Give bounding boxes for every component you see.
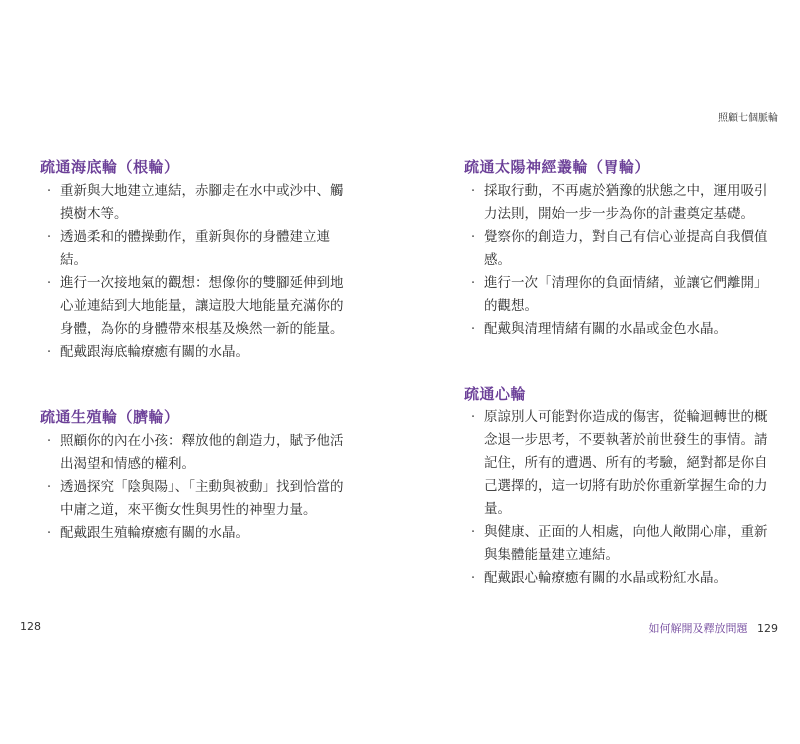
bullet-dot-icon: ·: [46, 479, 52, 495]
section-title-sacral-chakra: 疏通生殖輪（臍輪）: [40, 408, 180, 426]
section-title-heart-chakra: 疏通心輪: [464, 385, 527, 403]
bullet-list-root-chakra: [40, 180, 350, 364]
bullet-item: [40, 476, 350, 522]
bullet-text: 配戴與清理情緒有關的水晶或金色水晶。: [484, 321, 727, 337]
bullet-dot-icon: ·: [470, 409, 476, 425]
section-title-solar-plexus-chakra: 疏通太陽神經叢輪（胃輪）: [464, 158, 651, 176]
bullet-dot-icon: ·: [46, 344, 52, 360]
bullet-item: [40, 272, 350, 341]
bullet-item: [464, 272, 774, 318]
bullet-dot-icon: ·: [470, 524, 476, 540]
bullet-dot-icon: ·: [46, 183, 52, 199]
section-title-root-chakra: 疏通海底輪（根輪）: [40, 158, 180, 176]
bullet-item: [464, 318, 774, 341]
bullet-dot-icon: ·: [46, 275, 52, 291]
bullet-dot-icon: ·: [470, 570, 476, 586]
bullet-item: [464, 180, 774, 226]
bullet-text: 配戴跟生殖輪療癒有關的水晶。: [60, 525, 249, 541]
page-number-right: 129: [757, 622, 778, 635]
bullet-text: 進行一次接地氣的觀想：想像你的雙腳延伸到地心並連結到大地能量，讓這股大地能量充滿你的身體，為你的身體帶來根基及煥然一新的能量。: [60, 275, 344, 337]
bullet-item: [464, 226, 774, 272]
bullet-text: 進行一次「清理你的負面情緒，並讓它們離開」的觀想。: [484, 275, 768, 314]
bullet-item: [464, 406, 774, 521]
bullet-text: 重新與大地建立連結，赤腳走在水中或沙中、觸摸樹木等。: [60, 183, 344, 222]
bullet-item: [464, 521, 774, 567]
bullet-item: [40, 341, 350, 364]
bullet-dot-icon: ·: [46, 433, 52, 449]
book-title-footer: 如何解開及釋放問題: [648, 622, 748, 635]
bullet-item: [40, 226, 350, 272]
bullet-item: [40, 430, 350, 476]
bullet-list-heart-chakra: [464, 406, 774, 590]
bullet-dot-icon: ·: [470, 183, 476, 199]
bullet-list-sacral-chakra: [40, 430, 350, 545]
bullet-text: 透過柔和的體操動作，重新與你的身體建立連結。: [60, 229, 330, 268]
bullet-text: 照顧你的內在小孩：釋放他的創造力，賦予他活出渴望和情感的權利。: [60, 433, 344, 472]
bullet-dot-icon: ·: [470, 229, 476, 245]
bullet-text: 配戴跟海底輪療癒有關的水晶。: [60, 344, 249, 360]
running-head: 照顧七個脈輪: [718, 113, 778, 124]
bullet-text: 覺察你的創造力，對自己有信心並提高自我價值感。: [484, 229, 768, 268]
bullet-item: [40, 522, 350, 545]
bullet-text: 配戴跟心輪療癒有關的水晶或粉紅水晶。: [484, 570, 727, 586]
bullet-text: 與健康、正面的人相處，向他人敞開心扉，重新與集體能量建立連結。: [484, 524, 768, 563]
bullet-text: 原諒別人可能對你造成的傷害，從輪迴轉世的概念退一步思考，不要執著於前世發生的事情。請記住，所有的遭遇、所有的考驗，絕對都是你自己選擇的，這一切將有助於你重新掌握生命的力量。: [484, 409, 768, 517]
bullet-list-solar-plexus-chakra: [464, 180, 774, 341]
bullet-text: 透過探究「陰與陽」、「主動與被動」找到恰當的中庸之道，來平衡女性與男性的神聖力量。: [60, 479, 344, 518]
page-number-left: 128: [20, 620, 41, 633]
bullet-item: [464, 567, 774, 590]
bullet-dot-icon: ·: [470, 275, 476, 291]
bullet-dot-icon: ·: [46, 229, 52, 245]
folio-right: [649, 620, 779, 636]
bullet-dot-icon: ·: [46, 525, 52, 541]
bullet-dot-icon: ·: [470, 321, 476, 337]
bullet-text: 採取行動，不再處於猶豫的狀態之中，運用吸引力法則，開始一步一步為你的計畫奠定基礎。: [484, 183, 768, 222]
right-page: [400, 0, 800, 744]
bullet-item: [40, 180, 350, 226]
